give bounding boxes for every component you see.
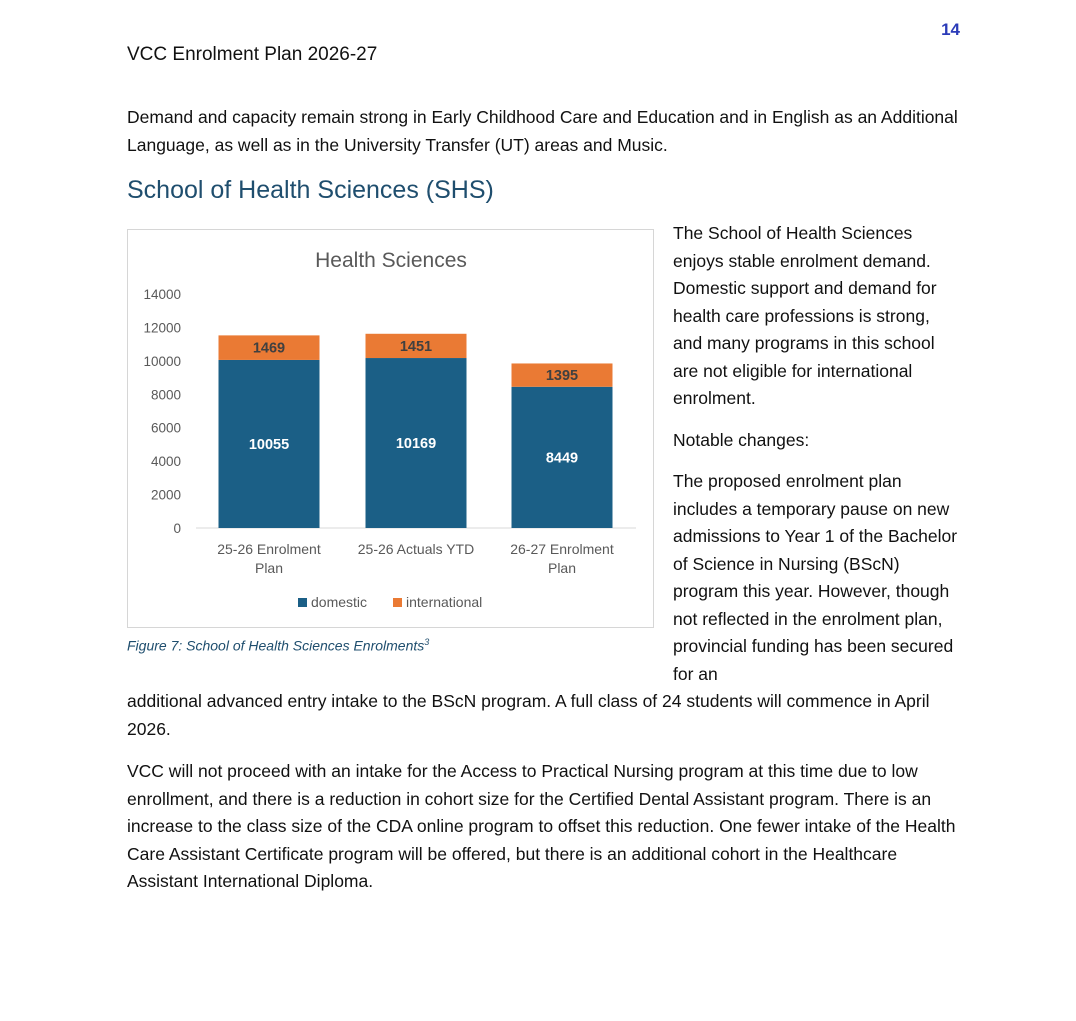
y-tick-label-6: 12000 [143,320,181,336]
y-tick-label-7: 14000 [143,287,181,302]
figure-caption [127,637,429,654]
y-tick-label-2: 4000 [150,454,181,470]
chart-svg [128,230,653,627]
x-category-label-0-0: 25-26 Enrolment [217,541,321,557]
data-label-domestic-2: 8449 [545,450,579,467]
x-category-label-2-0: 26-27 Enrolment [510,541,614,557]
side-paragraph-2: Notable changes: [673,429,810,450]
legend-swatch-international [393,598,402,607]
legend-label-international: international [406,594,483,610]
section-heading: School of Health Sciences (SHS) [127,176,494,204]
data-label-international-0: 1469 [252,340,286,357]
y-tick-label-4: 8000 [150,387,181,403]
enrolment-chart [127,229,654,628]
data-label-international-1: 1451 [399,338,433,355]
side-text-column [673,220,963,688]
data-label-domestic-1: 10169 [395,436,437,453]
intro-paragraph: Demand and capacity remain strong in Early Childhood Care and Education and in English as an Additional Language, as well as in the University Transfer (UT) areas and Music. [127,107,958,155]
side-paragraph-1: The School of Health Sciences enjoys stable enrolment demand. Domestic support and demand for health care professions is strong, and many programs in this school are not eligible for international enrolment. [673,223,937,408]
x-category-label-1-0: 25-26 Actuals YTD [357,541,475,557]
y-tick-label-0: 0 [173,521,181,536]
legend-swatch-domestic [298,598,307,607]
final-paragraph: VCC will not proceed with an intake for the Access to Practical Nursing program at this time due to low enrollment, and there is a reduction in cohort size for the Certified Dental Assistant program. There is an increase to the class size of the CDA online program to offset this reduction. One fewer intake of the Health Care Assistant Certificate program will be offered, but there is an additional cohort in the Healthcare Assistant International Diploma. [127,761,956,891]
y-tick-label-3: 6000 [150,420,181,436]
caption-footnote-mark: 3 [424,637,430,647]
legend-label-domestic: domestic [311,594,368,610]
chart-title: Health Sciences [315,249,467,272]
data-label-international-2: 1395 [545,368,579,385]
y-tick-label-5: 10000 [143,353,181,369]
continued-paragraph: additional advanced entry intake to the BScN program. A full class of 24 students will commence in April 2026. [127,691,930,739]
x-category-label-0-1: Plan [254,560,284,576]
running-header: VCC Enrolment Plan 2026-27 [127,44,378,65]
x-category-label-2-1: Plan [547,560,577,576]
side-paragraph-3: The proposed enrolment plan includes a temporary pause on new admissions to Year 1 of the Bachelor of Science in Nursing (BScN) program this year. However, though not reflected in the enrolment plan, provincial funding has been secured for an [673,471,958,684]
data-label-domestic-0: 10055 [248,436,290,453]
page-number: 14 [941,20,960,39]
y-tick-label-1: 2000 [150,487,181,503]
caption-text: Figure 7: School of Health Sciences Enrolments [127,637,425,654]
